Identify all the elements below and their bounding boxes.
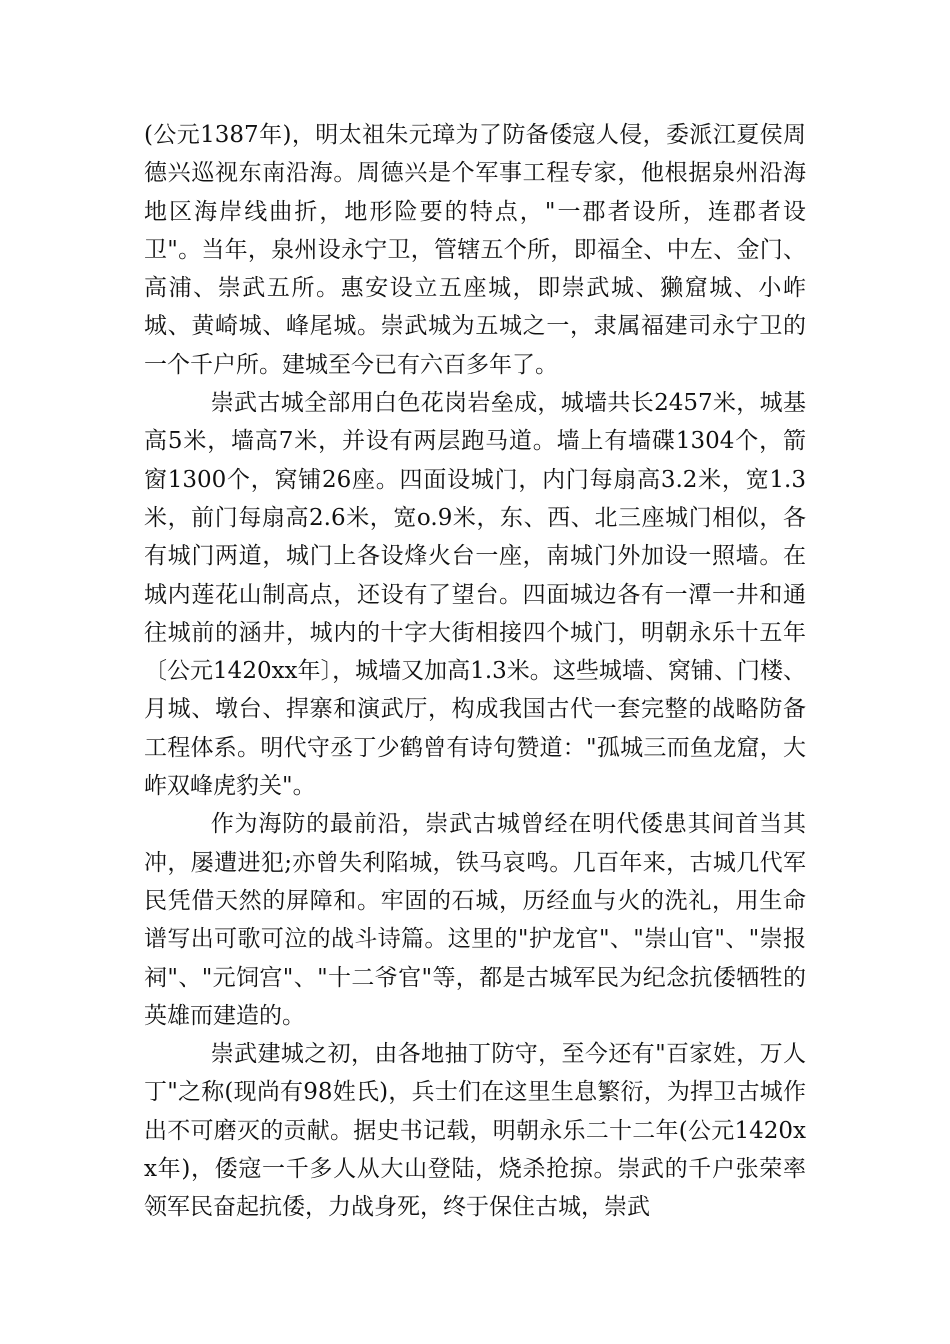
document-page (144, 116, 806, 1227)
paragraph-coastal-defense: 作为海防的最前沿，崇武古城曾经在明代倭患其间首当其冲，屡遭进犯;亦曾失利陷城，铁马哀鸣。几百年来，古城几代军民凭借天然的屏障和。牢固的石城，历经血与火的洗礼，用生命谱写出可歌可泣的战斗诗篇。这里的"护龙官"、"崇山官"、"崇报祠"、"元饲宫"、"十二爷官"等，都是古城军民为纪念抗倭牺牲的英雄而建造的。 (144, 811, 806, 1029)
paragraph-city-walls: 崇武古城全部用白色花岗岩垒成，城墙共长2457米，城基高5米，墙高7米，并设有两层跑马道。墙上有墙碟1304个，箭窗1300个，窝铺26座。四面设城门，内门每扇高3.2米，宽1.3米，前门每扇高2.6米，宽o.9米，东、西、北三座城门相似，各有城门两道，城门上各设烽火台一座，南城门外加设一照墙。在城内莲花山制高点，还设有了望台。四面城边各有一潭一井和通往城前的涵井，城内的十字大街相接四个城门，明朝永乐十五年〔公元1420xx年〕，城墙又加高1.3米。这些城墙、窝铺、门楼、月城、墩台、捍寨和演武厅，构成我国古代一套完整的战略防备工程体系。明代守丞丁少鹤曾有诗句赞道："孤城三而鱼龙窟，大岞双峰虎豹关"。 (144, 390, 806, 800)
paragraph-history-origin: (公元1387年)，明太祖朱元璋为了防备倭寇人侵，委派江夏侯周德兴巡视东南沿海。周德兴是个军事工程专家，他根据泉州沿海地区海岸线曲折，地形险要的特点，"一郡者设所，连郡者设卫"。当年，泉州设永宁卫，管辖五个所，即福全、中左、金门、高浦、崇武五所。惠安设立五座城，即崇武城、獭窟城、小岞城、黄崎城、峰尾城。崇武城为五城之一，隶属福建司永宁卫的一个千户所。建城至今已有六百多年了。 (144, 122, 806, 378)
paragraph-garrison-history: 崇武建城之初，由各地抽丁防守，至今还有"百家姓，万人丁"之称(现尚有98姓氏)，兵士们在这里生息繁衍，为捍卫古城作出不可磨灭的贡献。据史书记载，明朝永乐二十二年(公元1420xx年)，倭寇一千多人从大山登陆，烧杀抢掠。崇武的千户张荣率领军民奋起抗倭，力战身死，终于保住古城，崇武 (144, 1041, 806, 1221)
